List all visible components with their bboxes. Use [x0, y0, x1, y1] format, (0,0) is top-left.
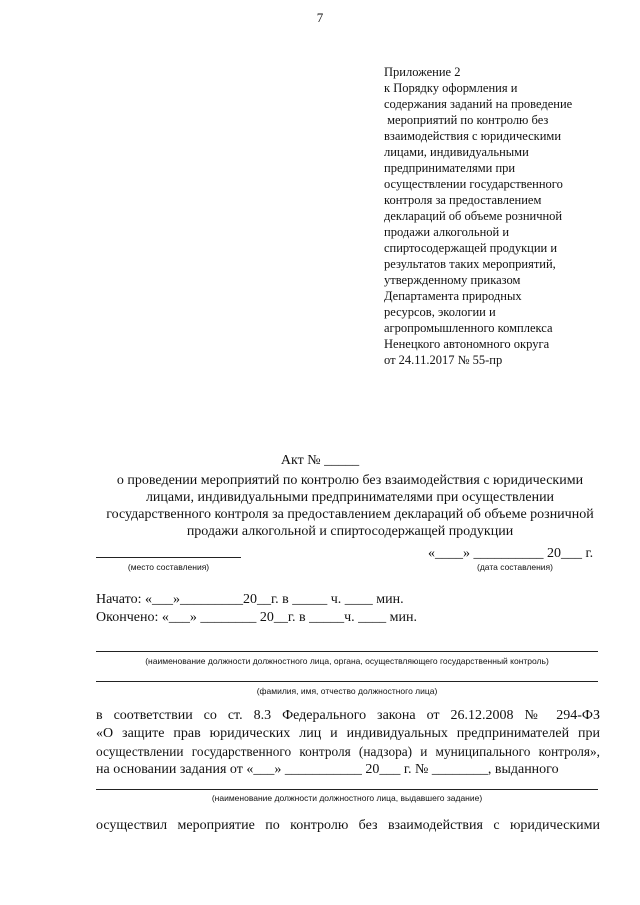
appendix-line: агропромышленного комплекса [384, 321, 553, 335]
appendix-line: Ненецкого автономного округа [384, 337, 550, 351]
act-subtitle-line: продажи алкогольной и спиртосодержащей продукции [186, 524, 514, 539]
appendix-line: содержания заданий на проведение [384, 97, 573, 111]
date-caption: (дата составления) [477, 562, 553, 572]
appendix-line: взаимодействия с юридическими [384, 129, 562, 143]
page-number: 7 [316, 10, 324, 25]
fio-field-line [96, 681, 598, 682]
place-field-line [96, 557, 241, 558]
body-line-continued: осуществил мероприятие по контролю без взаимодействия с юридическими [96, 818, 600, 833]
appendix-line: к Порядку оформления и [384, 81, 518, 95]
appendix-line: Департамента природных [384, 289, 522, 303]
body-line: на основании задания от «___» ___________ 20___ г. № ________, выданного [96, 762, 559, 777]
appendix-line: контроля за предоставлением [384, 193, 542, 207]
body-line: в соответствии со ст. 8.3 Федерального закона от 26.12.2008 № 294-ФЗ [96, 708, 600, 723]
appendix-line: результатов таких мероприятий, [384, 257, 556, 271]
appendix-line: от 24.11.2017 № 55-пр [384, 353, 503, 367]
act-subtitle-line: о проведении мероприятий по контролю без взаимодействия с юридическими [116, 473, 584, 488]
fio-caption: (фамилия, имя, отчество должностного лица) [256, 686, 438, 696]
act-subtitle-line: государственного контроля за предоставлением деклараций об объеме розничной [106, 507, 594, 522]
finished-line: Окончено: «___» ________ 20__г. в _____ч. ____ мин. [96, 610, 417, 625]
issuer-caption: (наименование должности должностного лица, выдавшего задание) [211, 793, 483, 803]
appendix-line: ресурсов, экологии и [384, 305, 496, 319]
act-subtitle-line: лицами, индивидуальными предпринимателями при осуществлении [145, 490, 555, 505]
started-line: Начато: «___»_________20__г. в _____ ч. ____ мин. [96, 592, 404, 607]
appendix-line: утвержденному приказом [384, 273, 521, 287]
official-caption: (наименование должности должностного лица, органа, осуществляющего государственный контроль) [145, 656, 549, 666]
body-line: «О защите прав юридических лиц и индивидуальных предпринимателей при [96, 726, 600, 741]
appendix-line: продажи алкогольной и [384, 225, 510, 239]
official-field-line [96, 651, 598, 652]
act-title: Акт № _____ [280, 453, 360, 468]
issuer-field-line [96, 789, 598, 790]
place-caption: (место составления) [127, 562, 210, 572]
appendix-line: предпринимателями при [384, 161, 516, 175]
appendix-line: деклараций об объеме розничной [384, 209, 563, 223]
appendix-line: лицами, индивидуальными [384, 145, 529, 159]
appendix-line: осуществлении государственного [384, 177, 563, 191]
appendix-block [384, 64, 624, 368]
appendix-line: мероприятий по контролю без [384, 113, 549, 127]
appendix-line: Приложение 2 [384, 65, 461, 79]
body-line: осуществлении государственного контроля (надзора) и муниципального контроля», [96, 744, 600, 759]
appendix-line: спиртосодержащей продукции и [384, 241, 558, 255]
act-subtitle [95, 472, 605, 540]
date-field: «____» __________ 20___ г. [428, 546, 594, 561]
